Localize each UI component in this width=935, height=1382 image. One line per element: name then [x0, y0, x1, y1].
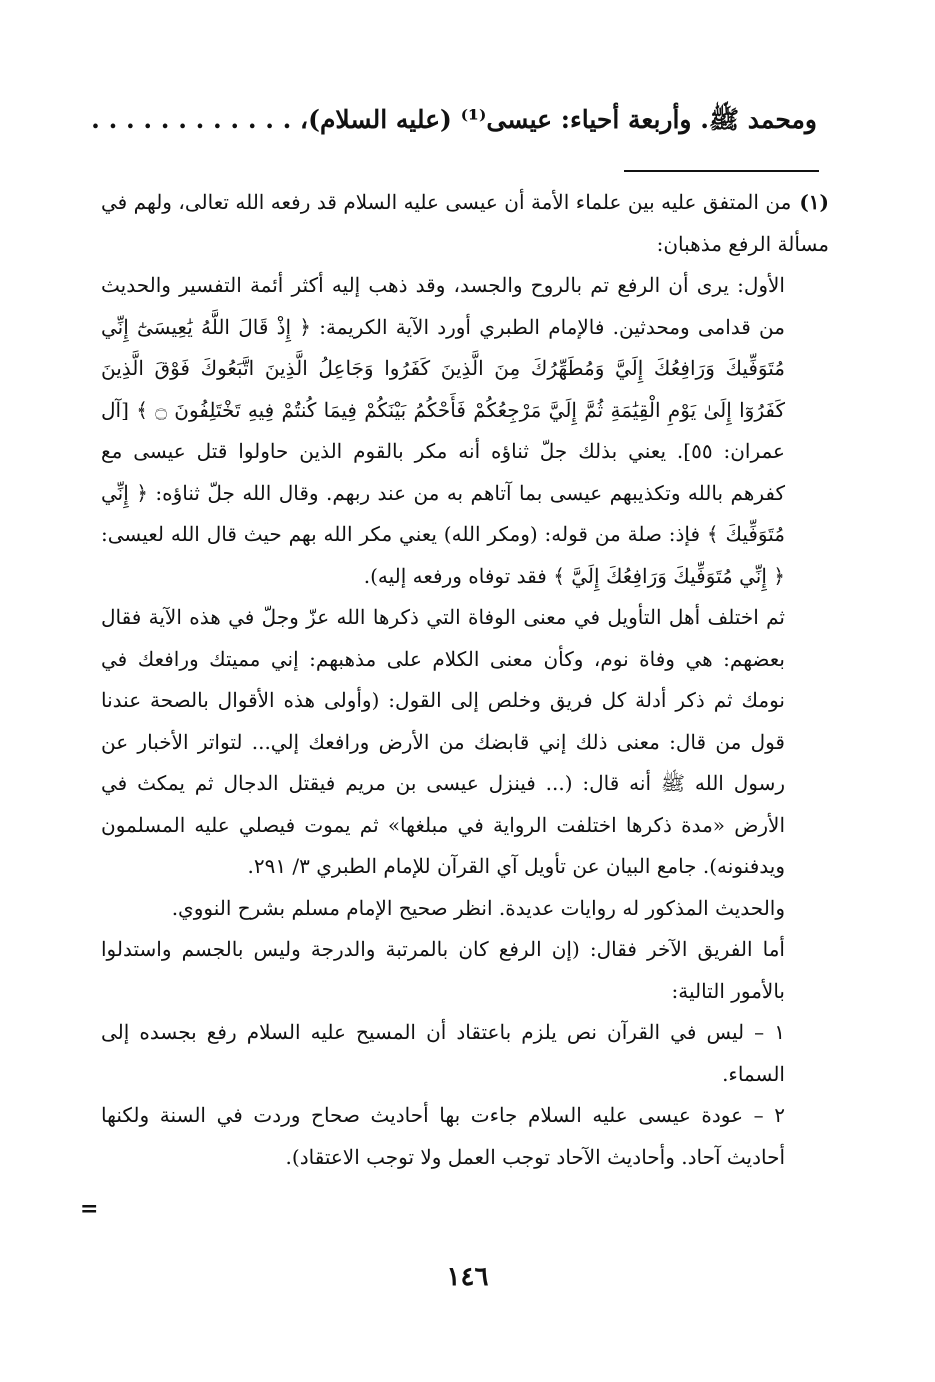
footnote-paragraph-1: [101, 182, 829, 265]
footnote-block: [101, 182, 829, 1178]
footnote-paragraph-3: ثم اختلف أهل التأويل في معنى الوفاة التي ذكرها الله عزّ وجلّ في هذه الآية فقال بعضهم: هي وفاة نوم، وكأن معنى الكلام على مذهبهم: إني مميتك ورافعك في نومك ثم ذكر أدلة كل فريق وخلص إلى القول: (وأولى هذه الأقوال بالصحة عندنا قول من قال: معنى ذلك إني قابضك من الأرض ورافعك إلي... لتواتر الأخبار عن رسول الله ﷺ أنه قال: (... فينزل عيسى بن مريم فيقتل الدجال ثم يمكث في الأرض «مدة ذكرها اختلفت الرواية في مبلغها» ثم يموت فيصلي عليه المسلمون ويدفنونه). جامع البيان عن تأويل آي القرآن للإمام الطبري ٣/ ٢٩١.: [101, 605, 785, 878]
continuation-mark: =: [80, 1196, 99, 1222]
footnote-paragraph-2: الأول: يرى أن الرفع تم بالروح والجسد، وقد ذهب إليه أكثر أئمة التفسير والحديث من قدامى ومحدثين. فالإمام الطبري أورد الآية الكريمة: ﴿ إِذْ قَالَ اللَّهُ يَٰعِيسَىٰٓ إِنِّي مُتَوَفِّيكَ وَرَافِعُكَ إِلَيَّ وَمُطَهِّرُكَ مِنَ الَّذِينَ كَفَرُوا وَجَاعِلُ الَّذِينَ اتَّبَعُوكَ فَوْقَ الَّذِينَ كَفَرُوٓا إِلَىٰ يَوْمِ الْقِيَٰمَةِ ثُمَّ إِلَيَّ مَرْجِعُكُمْ فَأَحْكُمُ بَيْنَكُمْ فِيمَا كُنتُمْ فِيهِ تَخْتَلِفُونَ ۝ ﴾ [آل عمران: ٥٥]. يعني بذلك جلّ ثناؤه أنه مكر بالقوم الذين حاولوا قتل عيسى مع كفرهم بالله وتكذيبهم عيسى بما آتاهم به من عند ربهم. وقال الله جلّ ثناؤه: ﴿ إِنِّي مُتَوَفِّيكَ ﴾ فإذ: صلة من قوله: (ومكر الله) يعني مكر الله بهم حيث قال الله لعيسى: ﴿ إِنِّي مُتَوَفِّيكَ وَرَافِعُكَ إِلَيَّ ﴾ فقد توفاه ورفعه إليه).: [101, 273, 785, 588]
footnote-separator: [624, 170, 819, 172]
footnote-marker: (١): [799, 190, 829, 214]
footnote-list-item-2: ٢ – عودة عيسى عليه السلام جاءت بها أحاديث صحاح وردت في السنة ولكنها أحاديث آحاد. وأحاديث الآحاد توجب العمل ولا توجب الاعتقاد).: [101, 1103, 785, 1169]
footnote-text: من المتفق عليه بين علماء الأمة أن عيسى عليه السلام قد رفعه الله تعالى، ولهم في مسألة الرفع مذهبان:: [101, 190, 829, 256]
footnote-paragraph-5: أما الفريق الآخر فقال: (إن الرفع كان بالمرتبة والدرجة وليس بالجسم واستدلوا بالأمور التالية:: [101, 937, 785, 1003]
main-text-line: ومحمد ﷺ. وأربعة أحياء: عيسى⁽¹⁾ (عليه السلام)، . . . . . . . . . . . .: [91, 105, 817, 134]
page-number: ١٤٦: [446, 1262, 489, 1292]
footnote-paragraph-4: والحديث المذكور له روايات عديدة. انظر صحيح الإمام مسلم بشرح النووي.: [171, 895, 785, 920]
footnote-list-item-1: ١ – ليس في القرآن نص يلزم باعتقاد أن المسيح عليه السلام رفع بجسده إلى السماء.: [101, 1020, 785, 1086]
